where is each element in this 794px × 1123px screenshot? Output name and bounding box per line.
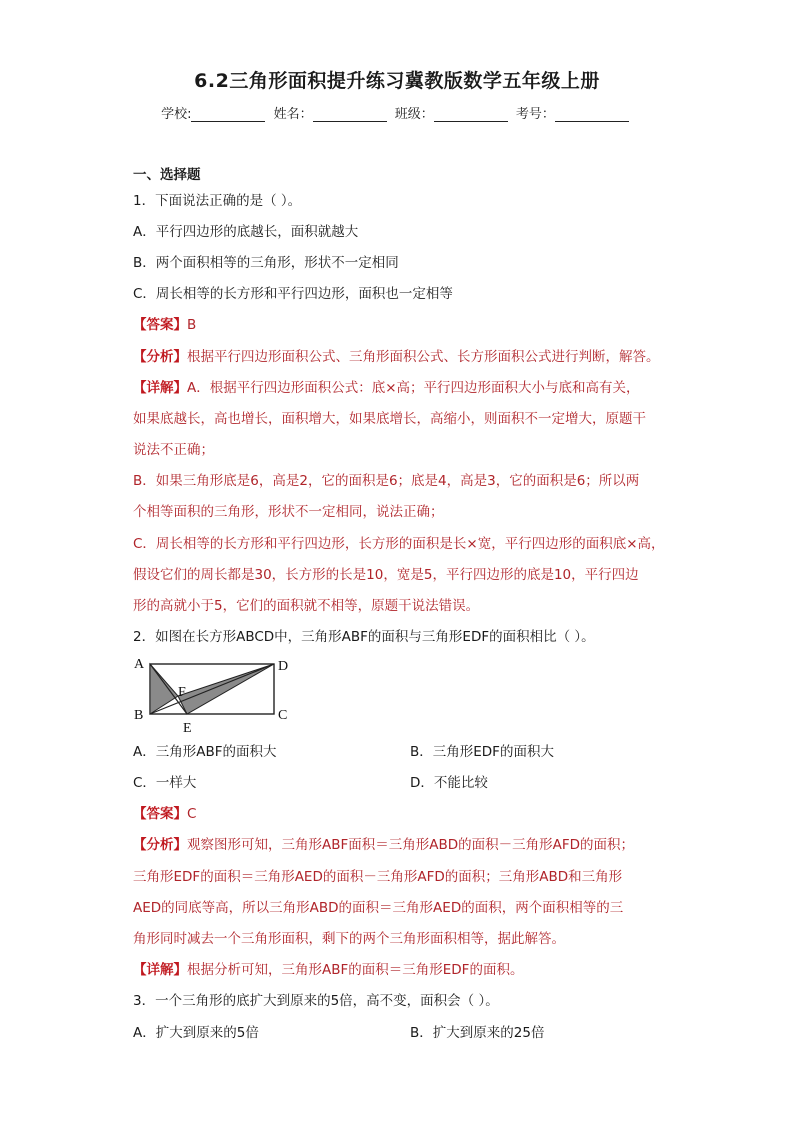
q2-analysis [133,836,634,854]
q3-option-b: B．扩大到原来的25倍 [410,1025,545,1041]
analysis-tag: 【分析】 [133,349,187,365]
label-b: B [134,708,144,723]
triangle-edf [178,664,274,714]
analysis-text: 观察图形可知，三角形ABF面积＝三角形ABD的面积－三角形AFD的面积； [187,837,635,853]
q2-analysis-line: AED的同底等高，所以三角形ABD的面积＝三角形AED的面积，两个面积相等的三 [133,900,624,916]
answer-tag: 【答案】 [133,317,187,333]
q1-answer [133,316,196,334]
q1-option-a: A．平行四边形的底越长，面积就越大 [133,224,359,240]
q1-option-b: B．两个面积相等的三角形，形状不一定相同 [133,255,399,271]
analysis-tag: 【分析】 [133,837,187,853]
q2-stem: 2．如图在长方形ABCD中，三角形ABF的面积与三角形EDF的面积相比（ ）。 [133,629,595,645]
detail-tag: 【详解】 [133,962,187,978]
q1-detail-line: 假设它们的周长都是30，长方形的长是10，宽是5，平行四边形的底是10，平行四边 [133,567,639,583]
answer-value: B [187,317,197,333]
rectangle-abcd-figure [130,656,290,736]
class-blank[interactable] [434,107,508,122]
section-heading: 一、选择题 [133,167,201,183]
q1-analysis [133,348,660,366]
q2-detail [133,961,523,979]
name-blank[interactable] [313,107,387,122]
q2-option-a: A．三角形ABF的面积大 [133,744,277,760]
label-a: A [134,657,145,672]
q1-option-c: C．周长相等的长方形和平行四边形，面积也一定相等 [133,286,453,302]
label-c: C [278,708,288,723]
q1-detail-line: 如果底越长，高也增长，面积增大，如果底增长，高缩小，则面积不一定增大，原题干 [133,411,646,427]
q1-detail-line: 个相等面积的三角形，形状不一定相同，说法正确； [133,504,444,520]
q2-analysis-line: 角形同时减去一个三角形面积，剩下的两个三角形面积相等，据此解答。 [133,931,565,947]
q1-detail-line: 说法不正确； [133,442,214,458]
q3-stem: 3．一个三角形的底扩大到原来的5倍，高不变，面积会（ ）。 [133,993,499,1009]
q1-detail-line: B．如果三角形底是6，高是2，它的面积是6；底是4，高是3，它的面积是6；所以两 [133,473,640,489]
label-e: E [183,721,192,736]
answer-tag: 【答案】 [133,806,187,822]
student-info-line [0,103,794,122]
q1-detail-line: C．周长相等的长方形和平行四边形，长方形的面积是长×宽，平行四边形的面积底×高， [133,536,665,552]
number-blank[interactable] [555,107,629,122]
detail-tag: 【详解】 [133,380,187,396]
detail-text: A．根据平行四边形面积公式：底×高；平行四边形面积大小与底和高有关， [187,380,640,396]
triangle-abf [150,664,178,714]
name-label: 姓名： [273,107,313,122]
q2-analysis-line: 三角形EDF的面积＝三角形AED的面积－三角形AFD的面积；三角形ABD和三角形 [133,869,623,885]
school-blank[interactable] [191,107,265,122]
analysis-text: 根据平行四边形面积公式、三角形面积公式、长方形面积公式进行判断，解答。 [187,349,660,365]
q1-stem: 1．下面说法正确的是（ ）。 [133,193,302,209]
label-d: D [278,659,289,674]
q3-option-a: A．扩大到原来的5倍 [133,1025,259,1041]
q1-detail [133,379,640,397]
q2-option-d: D．不能比较 [410,775,488,791]
class-label: 班级： [394,107,434,122]
page-title: 6.2三角形面积提升练习冀教版数学五年级上册 [194,70,600,92]
label-f: F [178,685,186,700]
q2-answer [133,805,196,823]
number-label: 考号： [515,107,555,122]
school-label: 学校: [161,107,192,122]
q2-option-b: B．三角形EDF的面积大 [410,744,554,760]
answer-value: C [187,806,197,822]
q1-detail-line: 形的高就小于5，它们的面积就不相等，原题干说法错误。 [133,598,480,614]
detail-text: 根据分析可知，三角形ABF的面积＝三角形EDF的面积。 [187,962,524,978]
q2-option-c: C．一样大 [133,775,197,791]
